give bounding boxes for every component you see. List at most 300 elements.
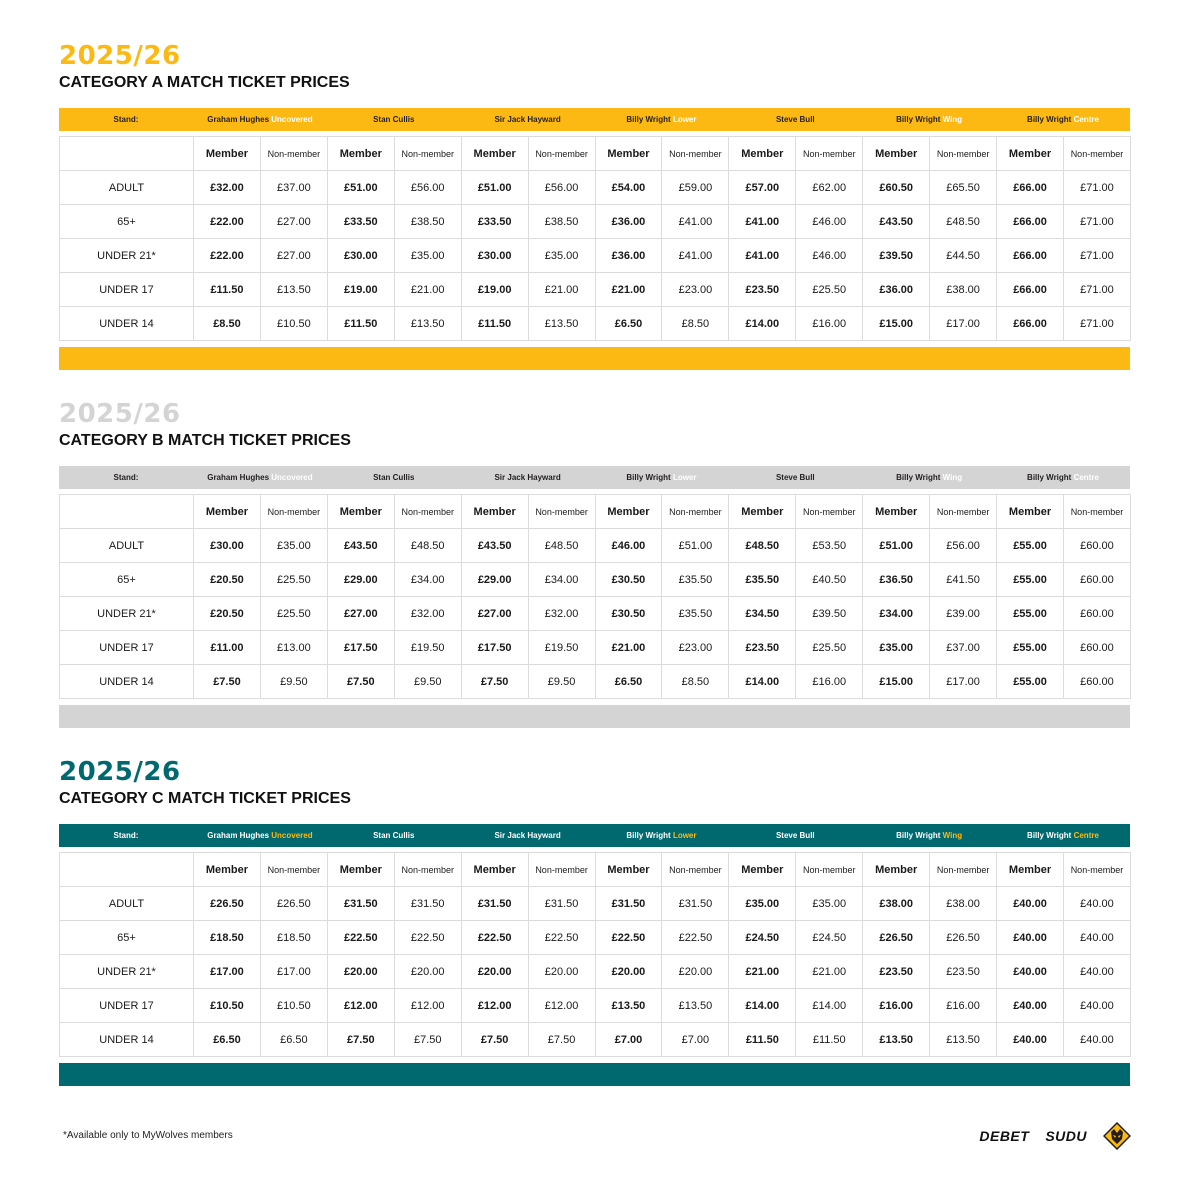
stand-suffix: Uncovered (271, 473, 313, 482)
member-price: £11.50 (461, 307, 528, 341)
non-member-price: £51.00 (662, 529, 729, 563)
wolves-crest-icon (1103, 1122, 1131, 1150)
stand-name (327, 473, 461, 482)
stand-name-text: Stan Cullis (373, 473, 415, 482)
non-member-price: £22.50 (662, 921, 729, 955)
member-header: Member (997, 853, 1064, 887)
age-group-label: UNDER 14 (60, 1023, 194, 1057)
non-member-price: £40.00 (1063, 921, 1130, 955)
category-section (59, 400, 1130, 730)
non-member-price: £60.00 (1063, 665, 1130, 699)
non-member-price: £53.50 (796, 529, 863, 563)
non-member-header: Non-member (662, 495, 729, 529)
non-member-price: £35.50 (662, 563, 729, 597)
stand-name (862, 831, 996, 840)
non-member-price: £22.50 (394, 921, 461, 955)
member-price: £36.00 (595, 205, 662, 239)
member-price: £23.50 (729, 273, 796, 307)
category-section (59, 42, 1130, 372)
non-member-price: £65.50 (930, 171, 997, 205)
member-price: £22.00 (194, 239, 261, 273)
member-price: £36.00 (863, 273, 930, 307)
non-member-price: £10.50 (260, 989, 327, 1023)
non-member-price: £6.50 (260, 1023, 327, 1057)
member-price: £57.00 (729, 171, 796, 205)
table-row (60, 1023, 1131, 1057)
member-header: Member (194, 137, 261, 171)
sudu-logo: SUDU (1045, 1128, 1087, 1144)
table-row (60, 665, 1131, 699)
member-price: £29.00 (327, 563, 394, 597)
member-price: £10.50 (194, 989, 261, 1023)
non-member-header: Non-member (930, 495, 997, 529)
stand-label: Stand: (113, 831, 139, 840)
member-price: £48.50 (729, 529, 796, 563)
member-price: £43.50 (327, 529, 394, 563)
stand-name (728, 831, 862, 840)
member-price: £11.00 (194, 631, 261, 665)
member-price: £38.00 (863, 887, 930, 921)
non-member-header: Non-member (528, 495, 595, 529)
non-member-price: £71.00 (1063, 239, 1130, 273)
age-group-label: UNDER 17 (60, 273, 194, 307)
non-member-header: Non-member (662, 853, 729, 887)
category-title: CATEGORY B MATCH TICKET PRICES (59, 432, 351, 449)
member-price: £35.00 (729, 887, 796, 921)
stand-name (728, 115, 862, 124)
stand-name (193, 473, 327, 482)
age-group-label: ADULT (60, 529, 194, 563)
stand-name-text: Billy Wright (1027, 115, 1072, 124)
member-price: £14.00 (729, 989, 796, 1023)
non-member-price: £21.00 (796, 955, 863, 989)
member-price: £39.50 (863, 239, 930, 273)
table-row (60, 989, 1131, 1023)
non-member-price: £13.50 (930, 1023, 997, 1057)
non-member-price: £21.00 (394, 273, 461, 307)
non-member-price: £44.50 (930, 239, 997, 273)
stand-name (193, 831, 327, 840)
member-header: Member (327, 495, 394, 529)
age-group-label: ADULT (60, 887, 194, 921)
stand-name-text: Billy Wright (896, 831, 941, 840)
member-price: £11.50 (729, 1023, 796, 1057)
non-member-price: £19.50 (528, 631, 595, 665)
non-member-price: £35.00 (394, 239, 461, 273)
stand-suffix: Lower (672, 831, 697, 840)
member-price: £51.00 (863, 529, 930, 563)
stand-name (461, 831, 595, 840)
member-header: Member (997, 137, 1064, 171)
non-member-price: £13.50 (394, 307, 461, 341)
member-price: £12.00 (327, 989, 394, 1023)
stand-name (595, 473, 729, 482)
stand-name-text: Steve Bull (775, 831, 815, 840)
non-member-price: £35.00 (796, 887, 863, 921)
member-header: Member (194, 853, 261, 887)
non-member-price: £60.00 (1063, 563, 1130, 597)
stand-name (996, 473, 1130, 482)
non-member-price: £40.00 (1063, 955, 1130, 989)
non-member-header: Non-member (662, 137, 729, 171)
non-member-price: £17.00 (930, 307, 997, 341)
member-price: £6.50 (595, 665, 662, 699)
non-member-price: £20.00 (528, 955, 595, 989)
stand-name-text: Stan Cullis (373, 831, 415, 840)
age-group-label: UNDER 21* (60, 955, 194, 989)
member-price: £22.50 (461, 921, 528, 955)
stand-name-text: Sir Jack Hayward (494, 115, 561, 124)
stand-name (595, 115, 729, 124)
non-member-price: £31.50 (394, 887, 461, 921)
non-member-price: £37.00 (930, 631, 997, 665)
non-member-price: £39.00 (930, 597, 997, 631)
member-price: £16.00 (863, 989, 930, 1023)
member-price: £22.00 (194, 205, 261, 239)
member-price: £66.00 (997, 273, 1064, 307)
stand-name (996, 115, 1130, 124)
non-member-price: £38.50 (528, 205, 595, 239)
non-member-price: £25.50 (796, 631, 863, 665)
non-member-header: Non-member (260, 495, 327, 529)
non-member-header: Non-member (394, 853, 461, 887)
member-price: £20.00 (327, 955, 394, 989)
stand-name-text: Graham Hughes (207, 115, 270, 124)
non-member-price: £38.00 (930, 887, 997, 921)
age-group-label: 65+ (60, 563, 194, 597)
stand-suffix: Centre (1073, 831, 1099, 840)
member-price: £35.50 (729, 563, 796, 597)
column-header-row (60, 495, 1131, 529)
stand-name-text: Billy Wright (626, 473, 671, 482)
member-header: Member (595, 137, 662, 171)
non-member-price: £56.00 (394, 171, 461, 205)
member-price: £20.50 (194, 597, 261, 631)
member-price: £14.00 (729, 665, 796, 699)
non-member-price: £60.00 (1063, 529, 1130, 563)
stand-suffix: Centre (1073, 115, 1099, 124)
member-price: £40.00 (997, 989, 1064, 1023)
non-member-price: £9.50 (528, 665, 595, 699)
stand-name-text: Billy Wright (626, 831, 671, 840)
member-price: £41.00 (729, 239, 796, 273)
member-header: Member (461, 495, 528, 529)
stand-name (728, 473, 862, 482)
season-year: 2025/26 (59, 399, 181, 429)
stand-name (862, 473, 996, 482)
member-price: £60.50 (863, 171, 930, 205)
member-price: £17.00 (194, 955, 261, 989)
sponsor-logos (979, 1122, 1131, 1150)
member-price: £30.50 (595, 597, 662, 631)
member-price: £54.00 (595, 171, 662, 205)
table-row (60, 563, 1131, 597)
member-header: Member (595, 853, 662, 887)
non-member-header: Non-member (528, 853, 595, 887)
non-member-price: £8.50 (662, 307, 729, 341)
stand-suffix: Wing (942, 473, 963, 482)
non-member-price: £26.50 (930, 921, 997, 955)
non-member-price: £17.00 (260, 955, 327, 989)
non-member-price: £13.50 (260, 273, 327, 307)
stand-name-text: Steve Bull (775, 473, 815, 482)
member-header: Member (595, 495, 662, 529)
non-member-price: £19.50 (394, 631, 461, 665)
stand-name-text: Billy Wright (896, 115, 941, 124)
table-row (60, 239, 1131, 273)
member-price: £66.00 (997, 239, 1064, 273)
member-header: Member (863, 137, 930, 171)
member-price: £19.00 (461, 273, 528, 307)
member-header: Member (729, 853, 796, 887)
non-member-price: £13.50 (662, 989, 729, 1023)
member-price: £20.50 (194, 563, 261, 597)
age-group-label: 65+ (60, 921, 194, 955)
non-member-price: £39.50 (796, 597, 863, 631)
member-price: £34.50 (729, 597, 796, 631)
stand-name-text: Graham Hughes (207, 473, 270, 482)
non-member-header: Non-member (260, 137, 327, 171)
member-price: £41.00 (729, 205, 796, 239)
age-group-label: UNDER 21* (60, 597, 194, 631)
non-member-price: £17.00 (930, 665, 997, 699)
non-member-price: £48.50 (930, 205, 997, 239)
age-group-label: UNDER 17 (60, 631, 194, 665)
member-price: £17.50 (327, 631, 394, 665)
member-price: £30.00 (461, 239, 528, 273)
stand-name (461, 115, 595, 124)
non-member-header: Non-member (1063, 853, 1130, 887)
member-price: £32.00 (194, 171, 261, 205)
member-header: Member (194, 495, 261, 529)
section-footer-bar (59, 347, 1130, 370)
member-price: £35.00 (863, 631, 930, 665)
stand-header-bar (59, 824, 1130, 847)
empty-header-cell (60, 495, 194, 529)
non-member-price: £14.00 (796, 989, 863, 1023)
member-header: Member (327, 137, 394, 171)
non-member-price: £16.00 (796, 307, 863, 341)
non-member-price: £41.00 (662, 205, 729, 239)
stand-name (996, 831, 1130, 840)
category-title: CATEGORY C MATCH TICKET PRICES (59, 790, 351, 807)
member-header: Member (461, 853, 528, 887)
non-member-price: £60.00 (1063, 631, 1130, 665)
member-price: £7.50 (194, 665, 261, 699)
price-table (59, 136, 1131, 341)
member-price: £22.50 (595, 921, 662, 955)
non-member-header: Non-member (1063, 137, 1130, 171)
member-price: £34.00 (863, 597, 930, 631)
age-group-label: UNDER 21* (60, 239, 194, 273)
non-member-price: £25.50 (260, 563, 327, 597)
stand-name-text: Stan Cullis (373, 115, 415, 124)
table-row (60, 921, 1131, 955)
member-price: £7.50 (461, 1023, 528, 1057)
non-member-header: Non-member (394, 137, 461, 171)
debet-logo: DEBET (979, 1128, 1030, 1144)
stand-name-text: Billy Wright (896, 473, 941, 482)
non-member-header: Non-member (930, 853, 997, 887)
non-member-price: £20.00 (662, 955, 729, 989)
non-member-price: £8.50 (662, 665, 729, 699)
member-price: £31.50 (461, 887, 528, 921)
member-price: £40.00 (997, 921, 1064, 955)
non-member-price: £18.50 (260, 921, 327, 955)
non-member-header: Non-member (394, 495, 461, 529)
member-price: £12.00 (461, 989, 528, 1023)
non-member-price: £60.00 (1063, 597, 1130, 631)
member-price: £21.00 (595, 273, 662, 307)
member-price: £66.00 (997, 205, 1064, 239)
non-member-header: Non-member (796, 853, 863, 887)
member-price: £29.00 (461, 563, 528, 597)
non-member-price: £48.50 (528, 529, 595, 563)
non-member-price: £13.00 (260, 631, 327, 665)
category-title: CATEGORY A MATCH TICKET PRICES (59, 74, 350, 91)
member-price: £30.00 (194, 529, 261, 563)
member-header: Member (863, 853, 930, 887)
footnote: *Available only to MyWolves members (63, 1130, 233, 1141)
non-member-header: Non-member (1063, 495, 1130, 529)
member-price: £51.00 (461, 171, 528, 205)
non-member-price: £25.50 (796, 273, 863, 307)
stand-label: Stand: (113, 473, 139, 482)
member-price: £36.50 (863, 563, 930, 597)
age-group-label: UNDER 14 (60, 665, 194, 699)
member-header: Member (327, 853, 394, 887)
non-member-price: £27.00 (260, 205, 327, 239)
member-price: £51.00 (327, 171, 394, 205)
stand-name-text: Sir Jack Hayward (494, 473, 561, 482)
stand-suffix: Uncovered (271, 831, 313, 840)
non-member-price: £40.00 (1063, 1023, 1130, 1057)
section-footer-bar (59, 1063, 1130, 1086)
non-member-price: £56.00 (528, 171, 595, 205)
non-member-price: £46.00 (796, 205, 863, 239)
member-price: £21.00 (729, 955, 796, 989)
table-row (60, 597, 1131, 631)
non-member-price: £7.50 (394, 1023, 461, 1057)
member-price: £11.50 (327, 307, 394, 341)
non-member-price: £46.00 (796, 239, 863, 273)
member-price: £33.50 (461, 205, 528, 239)
member-header: Member (729, 495, 796, 529)
non-member-price: £38.50 (394, 205, 461, 239)
non-member-price: £21.00 (528, 273, 595, 307)
member-price: £18.50 (194, 921, 261, 955)
member-price: £27.00 (461, 597, 528, 631)
non-member-header: Non-member (528, 137, 595, 171)
non-member-price: £13.50 (528, 307, 595, 341)
stand-label: Stand: (113, 115, 139, 124)
member-price: £11.50 (194, 273, 261, 307)
stand-name (327, 831, 461, 840)
table-row (60, 955, 1131, 989)
table-row (60, 529, 1131, 563)
stand-suffix: Lower (672, 115, 697, 124)
stand-name-text: Billy Wright (1027, 473, 1072, 482)
non-member-price: £71.00 (1063, 273, 1130, 307)
member-price: £17.50 (461, 631, 528, 665)
member-price: £33.50 (327, 205, 394, 239)
category-section (59, 758, 1130, 1088)
non-member-price: £25.50 (260, 597, 327, 631)
non-member-price: £32.00 (528, 597, 595, 631)
column-header-row (60, 853, 1131, 887)
member-price: £7.00 (595, 1023, 662, 1057)
non-member-header: Non-member (260, 853, 327, 887)
age-group-label: 65+ (60, 205, 194, 239)
non-member-price: £16.00 (796, 665, 863, 699)
member-price: £19.00 (327, 273, 394, 307)
member-price: £14.00 (729, 307, 796, 341)
non-member-price: £12.00 (528, 989, 595, 1023)
non-member-price: £7.00 (662, 1023, 729, 1057)
empty-header-cell (60, 853, 194, 887)
member-header: Member (461, 137, 528, 171)
age-group-label: ADULT (60, 171, 194, 205)
member-price: £22.50 (327, 921, 394, 955)
member-header: Member (863, 495, 930, 529)
non-member-price: £40.50 (796, 563, 863, 597)
member-price: £43.50 (863, 205, 930, 239)
non-member-price: £22.50 (528, 921, 595, 955)
member-header: Member (997, 495, 1064, 529)
non-member-price: £27.00 (260, 239, 327, 273)
non-member-price: £35.00 (528, 239, 595, 273)
member-price: £6.50 (194, 1023, 261, 1057)
member-price: £66.00 (997, 171, 1064, 205)
non-member-price: £26.50 (260, 887, 327, 921)
age-group-label: UNDER 14 (60, 307, 194, 341)
non-member-price: £10.50 (260, 307, 327, 341)
member-price: £20.00 (461, 955, 528, 989)
table-row (60, 631, 1131, 665)
non-member-header: Non-member (796, 495, 863, 529)
non-member-price: £23.00 (662, 273, 729, 307)
non-member-price: £31.50 (662, 887, 729, 921)
non-member-price: £9.50 (260, 665, 327, 699)
member-price: £13.50 (863, 1023, 930, 1057)
non-member-header: Non-member (930, 137, 997, 171)
non-member-price: £37.00 (260, 171, 327, 205)
member-price: £55.00 (997, 597, 1064, 631)
member-price: £36.00 (595, 239, 662, 273)
member-price: £27.00 (327, 597, 394, 631)
non-member-price: £34.00 (528, 563, 595, 597)
non-member-price: £7.50 (528, 1023, 595, 1057)
member-price: £24.50 (729, 921, 796, 955)
member-price: £30.50 (595, 563, 662, 597)
table-row (60, 171, 1131, 205)
stand-name (862, 115, 996, 124)
non-member-price: £38.00 (930, 273, 997, 307)
non-member-price: £32.00 (394, 597, 461, 631)
member-price: £31.50 (327, 887, 394, 921)
non-member-price: £56.00 (930, 529, 997, 563)
non-member-price: £71.00 (1063, 307, 1130, 341)
non-member-price: £48.50 (394, 529, 461, 563)
price-table (59, 494, 1131, 699)
table-row (60, 307, 1131, 341)
stand-name-text: Graham Hughes (207, 831, 270, 840)
member-price: £55.00 (997, 529, 1064, 563)
stand-name-text: Steve Bull (775, 115, 815, 124)
stand-name (461, 473, 595, 482)
season-year: 2025/26 (59, 757, 181, 787)
non-member-price: £23.50 (930, 955, 997, 989)
